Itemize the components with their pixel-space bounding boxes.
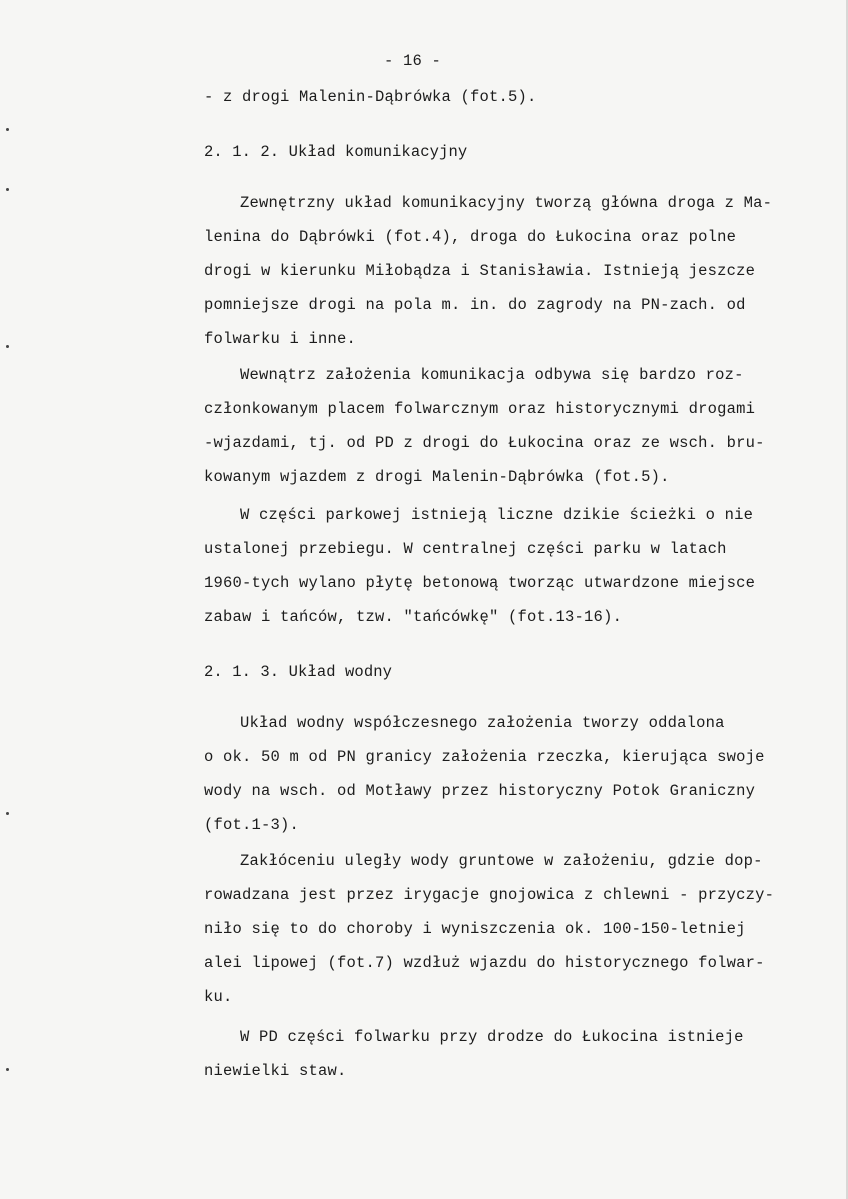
text-line: Wewnątrz założenia komunikacja odbywa się bardzo roz- (240, 366, 744, 384)
text-line: -wjazdami, tj. od PD z drogi do Łukocina oraz ze wsch. bru- (204, 434, 765, 452)
text-line: W części parkowej istnieją liczne dzikie ścieżki o nie (240, 506, 754, 524)
text-line: (fot.1-3). (204, 816, 300, 834)
section-heading: 2. 1. 2. Układ komunikacyjny (204, 143, 468, 161)
page-number: - 16 - (384, 52, 442, 70)
text-line: alei lipowej (fot.7) wzdłuż wjazdu do historycznego folwar- (204, 954, 765, 972)
text-line: Zakłóceniu uległy wody gruntowe w założeniu, gdzie dop- (240, 852, 763, 870)
text-line: ku. (204, 988, 233, 1006)
text-line: o ok. 50 m od PN granicy założenia rzeczka, kierująca swoje (204, 748, 765, 766)
text-line: członkowanym placem folwarcznym oraz historycznymi drogami (204, 400, 756, 418)
punch-mark (6, 1068, 9, 1071)
text-line: rowadzana jest przez irygacje gnojowica z chlewni - przyczy- (204, 886, 775, 904)
text-line: Układ wodny współczesnego założenia tworzy oddalona (240, 714, 725, 732)
text-line: 1960-tych wylano płytę betonową tworząc utwardzone miejsce (204, 574, 756, 592)
text-line: wody na wsch. od Motławy przez historyczny Potok Graniczny (204, 782, 756, 800)
text-line: niło się to do choroby i wyniszczenia ok. 100-150-letniej (204, 920, 746, 938)
text-line: pomniejsze drogi na pola m. in. do zagrody na PN-zach. od (204, 296, 746, 314)
text-line: lenina do Dąbrówki (fot.4), droga do Łukocina oraz polne (204, 228, 737, 246)
text-line: niewielki staw. (204, 1062, 347, 1080)
text-line: W PD części folwarku przy drodze do Łukocina istnieje (240, 1028, 744, 1046)
text-line: folwarku i inne. (204, 330, 357, 348)
punch-mark (6, 812, 9, 815)
text-line: kowanym wjazdem z drogi Malenin-Dąbrówka (fot.5). (204, 468, 670, 486)
text-line: ustalonej przebiegu. W centralnej części parku w latach (204, 540, 727, 558)
text-line: zabaw i tańców, tzw. "tańcówkę" (fot.13-16). (204, 608, 623, 626)
punch-mark (6, 345, 9, 348)
section-heading: 2. 1. 3. Układ wodny (204, 663, 393, 681)
punch-mark (6, 188, 9, 191)
text-line: Zewnętrzny układ komunikacyjny tworzą główna droga z Ma- (240, 194, 773, 212)
text-line: drogi w kierunku Miłobądza i Stanisławia. Istnieją jeszcze (204, 262, 756, 280)
text-line: - z drogi Malenin-Dąbrówka (fot.5). (204, 88, 537, 106)
punch-mark (6, 128, 9, 131)
